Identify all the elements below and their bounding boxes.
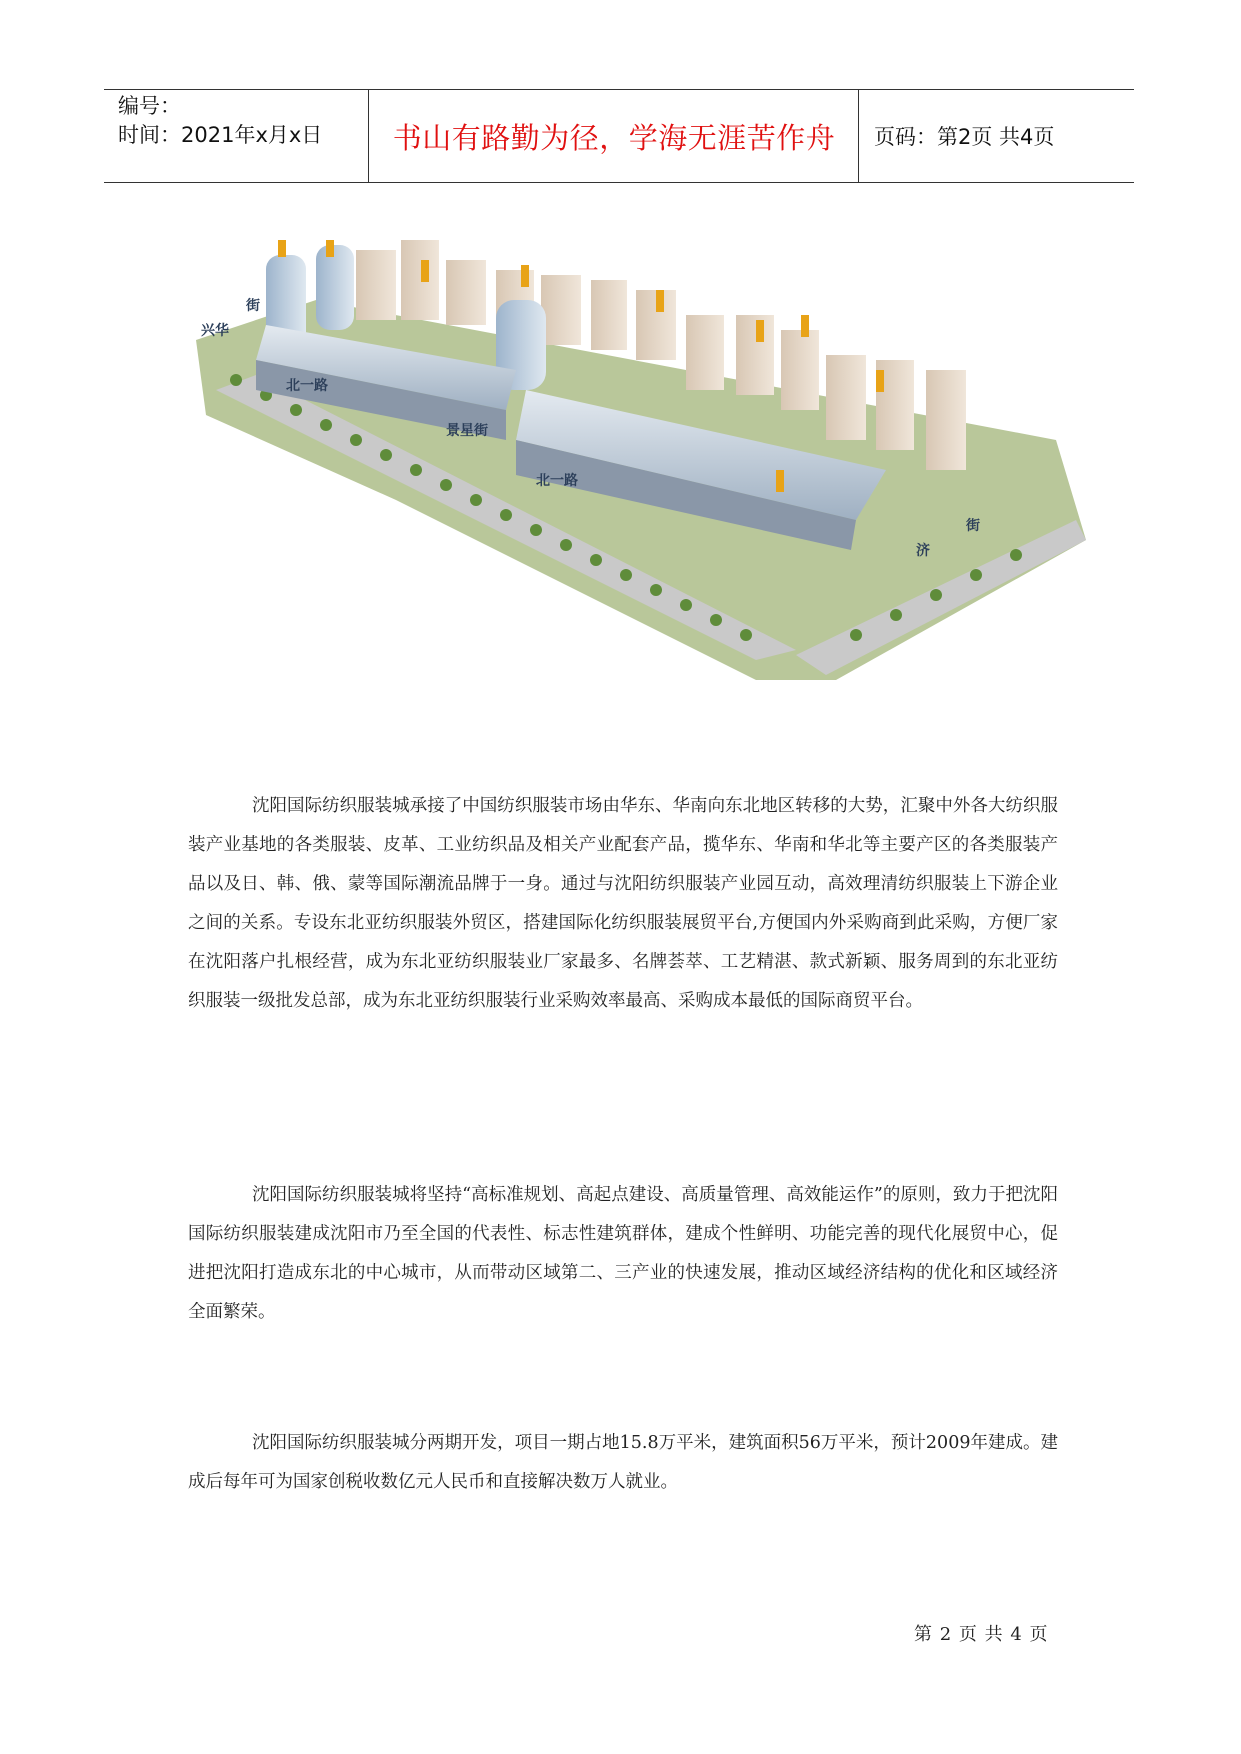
market-aerial-rendering [196, 240, 1086, 680]
body-paragraph: 沈阳国际纺织服装城分两期开发，项目一期占地15.8万平米，建筑面积56万平米，预计2009年建成。建成后每年可为国家创税收数亿元人民币和直接解决数万人就业。 [188, 1433, 1058, 1492]
time-label: 时间：2021年x月x日 [118, 123, 323, 147]
street-label: 济 [916, 543, 930, 559]
street-label: 景星街 [446, 423, 488, 439]
street-label: 街 [246, 298, 260, 314]
page-header [104, 89, 1134, 183]
body-paragraph: 沈阳国际纺织服装城承接了中国纺织服装市场由华东、华南向东北地区转移的大势，汇聚中外各大纺织服装产业基地的各类服装、皮革、工业纺织品及相关产业配套产品，揽华东、华南和华北等主要产区的各类服装产品以及日、韩、俄、蒙等国际潮流品牌于一身。通过与沈阳纺织服装产业园互动，高效理清纺织服装上下游企业之间的关系。专设东北亚纺织服装外贸区，搭建国际化纺织服装展贸平台,方便国内外采购商到此采购，方便厂家在沈阳落户扎根经营，成为东北亚纺织服装业厂家最多、名牌荟萃、工艺精湛、款式新颖、服务周到的东北亚纺织服装一级批发总部，成为东北亚纺织服装行业采购效率最高、采购成本最低的国际商贸平台。 [188, 796, 1058, 1011]
header-divider [368, 90, 369, 182]
header-divider [858, 90, 859, 182]
header-meta [118, 92, 368, 150]
header-page-label: 页码：第2页 共4页 [874, 125, 1055, 149]
body-paragraph: 沈阳国际纺织服装城将坚持“高标准规划、高起点建设、高质量管理、高效能运作”的原则，致力于把沈阳国际纺织服装建成沈阳市乃至全国的代表性、标志性建筑群体，建成个性鲜明、功能完善的现代化展贸中心，促进把沈阳打造成东北的中心城市，从而带动区域第二、三产业的快速发展，推动区域经济结构的优化和区域经济全面繁荣。 [188, 1185, 1058, 1322]
page-footer: 第 2 页 共 4 页 [914, 1624, 1049, 1645]
office-tower [316, 245, 354, 330]
header-motto: 书山有路勤为径，学海无涯苦作舟 [392, 120, 836, 155]
number-label: 编号： [118, 94, 181, 118]
street-label: 北一路 [286, 378, 328, 394]
street-label: 兴华 [201, 323, 229, 339]
street-label: 北一路 [536, 473, 578, 489]
street-label: 街 [966, 518, 980, 534]
